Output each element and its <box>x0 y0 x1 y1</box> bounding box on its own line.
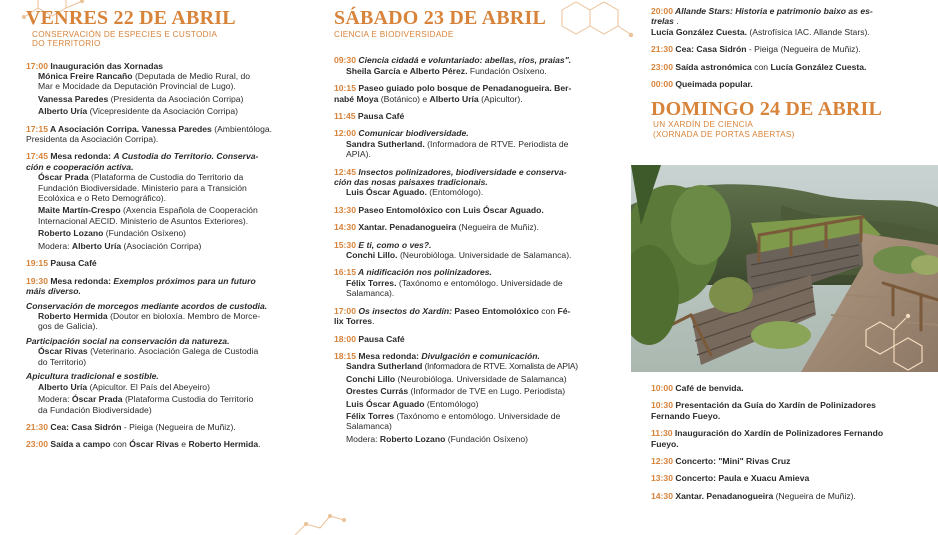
event-1700-sat: 17:00 Os insectos do Xardín: Paseo Entomolóxico con Fé- lix Torres. <box>334 305 571 327</box>
event-1530: 15:30 E ti, como o ves?. Conchi Lillo. (Neurobióloga. Universidade de Salamanca). <box>334 239 572 261</box>
session-apicultura: Apicultura tradicional e sostible. Alberto Uría (Apicultor. El País del Abeyeiro) Modera: Óscar Prada (Plataforma Custodia do Territorio da Fundación Biodiversidade) <box>26 371 254 415</box>
event-2000: 20:00 Allande Stars: Historia e patrimonio baixo as es- trelas . Lucía González Cuesta. (Astrofísica IAC. Allande Stars). <box>651 6 873 37</box>
event-1800: 18:00 Pausa Café <box>334 333 405 344</box>
sunday-title: DOMINGO 24 DE ABRIL <box>651 98 883 121</box>
session-participacion: Participación social na conservación da natureza. Óscar Rivas (Veterinario. Asociación Galega de Custodia do Territorio) <box>26 335 259 367</box>
event-1815: 18:15 Mesa redonda: Divulgación e comunicación. Sandra Sutherland (Informadora de RTVE. Xornalista de APIA) Conchi Lillo (Neurobióloga. Universidade de Salamanca) Orestes Currás (Informador de TVE en Lugo. Periodista) Luis Óscar Aguado (Entomólogo) Félix Torres (Taxónomo e entomólogo. Universidade de Salamanca) Modera: Roberto Lozano (Fundación Osíxeno) <box>334 350 578 444</box>
event-2300: 23:00 Saída a campo con Óscar Rivas e Roberto Hermida. <box>26 439 261 450</box>
event-1245: 12:45 Insectos polinizadores, biodiversidade e conserva- ción das nosas paisaxes tradicionais. Luis Óscar Aguado. (Entomólogo). <box>334 166 567 198</box>
event-1430-sun: 14:30 Xantar. Penadanogueira (Negueira de Muñiz). <box>651 490 856 501</box>
event-1930: 19:30 Mesa redonda: Exemplos próximos para un futuro máis diverso. <box>26 275 256 296</box>
event-1145: 11:45 Pausa Café <box>334 111 405 122</box>
garden-photo-illustration <box>631 165 938 372</box>
saturday-title: SÁBADO 23 DE ABRIL <box>334 7 546 29</box>
event-0930: 09:30 Ciencia cidadá e voluntariado: abellas, ríos, praias". Sheila García e Alberto Pérez. Fundación Osíxeno. <box>334 55 572 76</box>
event-2130-sat: 21:30 Cea: Casa Sidrón - Pieiga (Negueira de Muñiz). <box>651 44 861 55</box>
event-1000: 10:00 Café de benvida. <box>651 383 744 393</box>
event-2130: 21:30 Cea: Casa Sidrón - Pieiga (Negueira de Muñiz). <box>26 421 236 432</box>
sunday-column <box>651 0 913 139</box>
event-1015: 10:15 Paseo guiado polo bosque de Penadanogueira. Ber- nabé Moya (Botánico) e Alberto Uría (Apicultor). <box>334 83 572 104</box>
event-1230: 12:30 Concerto: "Mini" Rivas Cruz <box>651 456 791 467</box>
event-1330-sun: 13:30 Concerto: Paula e Xuacu Amieva <box>651 473 810 484</box>
event-1200: 12:00 Comunicar biodiversidade. Sandra Sutherland. (Informadora de RTVE. Periodista de APIA). <box>334 128 569 160</box>
event-1130: 11:30 Inauguración do Xardín de Polinizadores Fernando Fueyo. <box>651 428 884 449</box>
session-morcegos: Conservación de morcegos mediante acordos de custodia. Roberto Hermida (Doutor en bioloxía. Membro de Morce- gos de Galicia). <box>26 300 268 332</box>
event-1430: 14:30 Xantar. Penadanogueira (Negueira de Muñiz). <box>334 222 539 233</box>
friday-subtitle: CONSERVACIÓN DE ESPECIES E CUSTODIA DO TERRITORIO <box>32 30 218 49</box>
event-1745: 17:45 Mesa redonda: A Custodia do Territorio. Conserva- ción e cooperación activa. Óscar Prada (Plataforma de Custodia do Territorio da Fundación Biodiversidade. Ministerio para a Transición Ecolóxica e o Reto Demográfico). Maite Martín-Crespo (Axencia Española de Cooperación Internacional AECID. Ministerio de Asuntos Exteriores). Roberto Lozano (Fundación Osíxeno) Modera: Alberto Uría (Asociación Corripa) <box>26 151 259 251</box>
friday-column <box>26 0 300 450</box>
molecule-decoration-bottom-left <box>290 500 350 535</box>
event-0000: 00:00 Queimada popular. <box>651 79 753 90</box>
garden-photo <box>631 165 938 372</box>
event-1700: 17:00 Inauguración das Xornadas Mónica Freire Rancaño (Deputada de Medio Rural, do Mar e Mocidade da Deputación Provincial de Lugo). Vanessa Paredes (Presidenta da Asociación Corripa) Alberto Uría (Vicepresidente da Asociación Corripa) <box>26 60 251 117</box>
sunday-schedule <box>651 383 913 501</box>
event-1330: 13:30 Paseo Entomolóxico con Luis Óscar Aguado. <box>334 204 544 215</box>
event-1615: 16:15 A nidificación nos polinizadores. Félix Torres. (Taxónomo e entomólogo. Universidade de Salamanca). <box>334 267 563 299</box>
event-2300-sat: 23:00 Saída astronómica con Lucía González Cuesta. <box>651 61 867 72</box>
saturday-column <box>334 0 612 444</box>
event-1715: 17:15 A Asociación Corripa. Vanessa Paredes (Ambientóloga. Presidenta da Asociación Corripa). <box>26 123 273 145</box>
friday-title: VENRES 22 DE ABRIL <box>26 7 236 29</box>
saturday-subtitle: CIENCIA E BIODIVERSIDADE <box>334 30 454 39</box>
event-1030: 10:30 Presentación da Guía do Xardín de Polinizadores Fernando Fueyo. <box>651 400 876 421</box>
event-1915: 19:15 Pausa Café <box>26 258 97 269</box>
sunday-subtitle: UN XARDÍN DE CIENCIA (XORNADA DE PORTAS ABERTAS) <box>653 120 795 139</box>
